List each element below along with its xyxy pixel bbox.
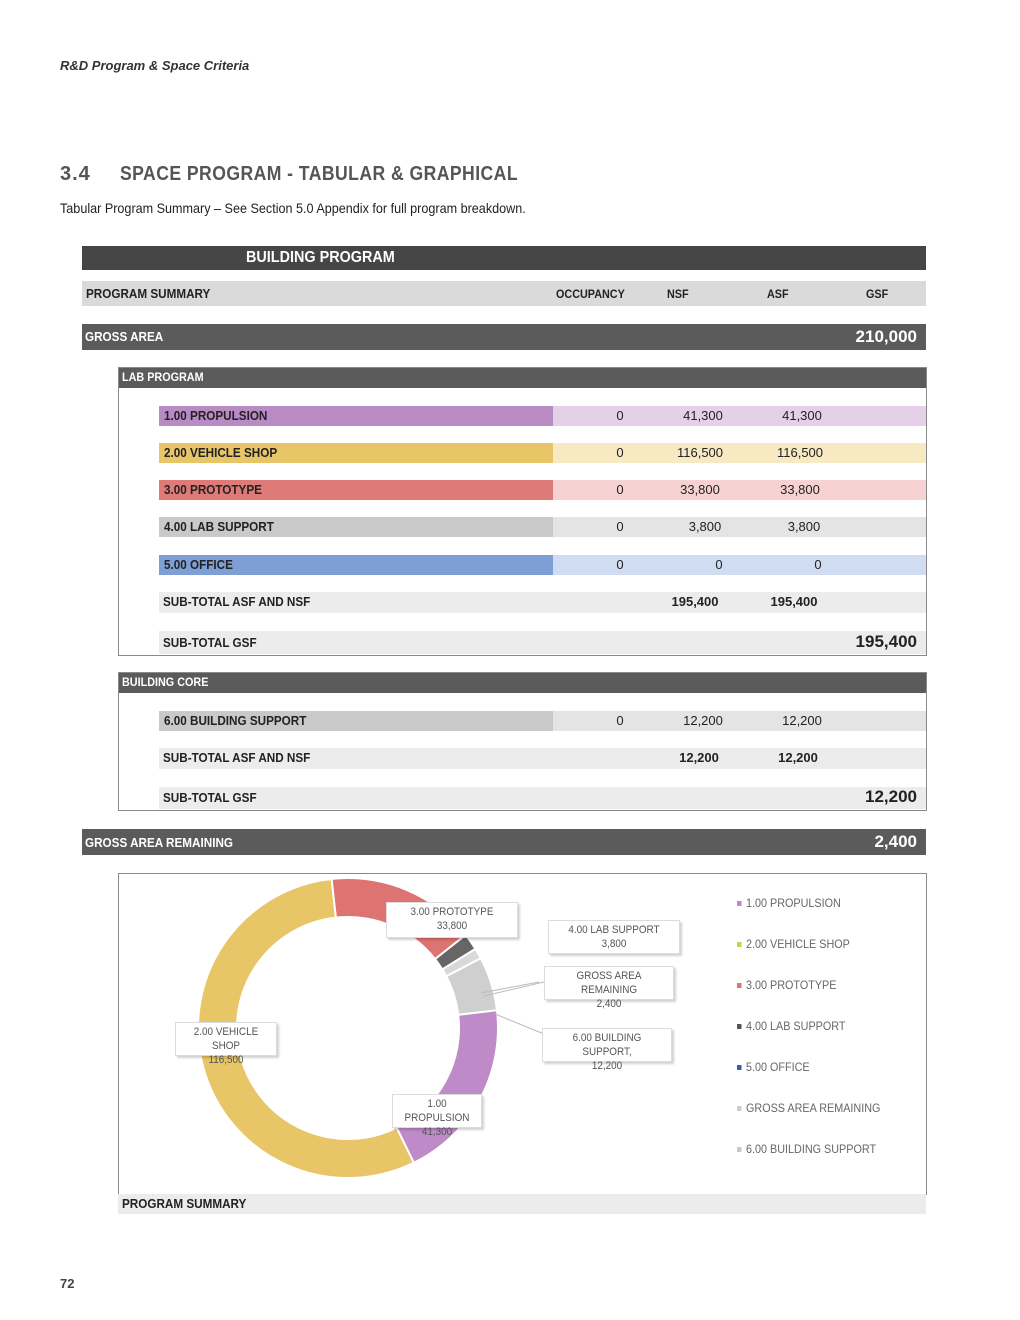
table-row-label xyxy=(159,555,553,575)
core-subtotal-asf-nsf-row xyxy=(159,748,926,769)
gross-area-row xyxy=(82,324,926,350)
callout-lab-support xyxy=(548,920,680,954)
page-number: 72 xyxy=(60,1276,75,1291)
row-name: 5.00 OFFICE xyxy=(164,557,233,572)
legend-item xyxy=(737,1060,810,1074)
table-row-label xyxy=(159,711,553,731)
callout-gross-remaining xyxy=(544,966,674,1010)
legend-label: 1.00 PROPULSION xyxy=(746,896,841,910)
legend-item xyxy=(737,1142,876,1156)
chart-caption: PROGRAM SUMMARY xyxy=(122,1196,247,1211)
row-name: 3.00 PROTOTYPE xyxy=(164,482,262,497)
row-name: 4.00 LAB SUPPORT xyxy=(164,519,274,534)
legend-swatch xyxy=(737,1024,742,1029)
table-row-label xyxy=(159,517,553,537)
row-occupancy: 0 xyxy=(616,408,624,423)
header-gsf: GSF xyxy=(866,287,889,301)
legend-swatch xyxy=(737,1147,742,1152)
gross-area-label: GROSS AREA xyxy=(85,329,164,344)
row-nsf: 41,300 xyxy=(683,408,723,423)
section-number: 3.4 xyxy=(60,163,91,185)
lab-subtotal-gsf-label: SUB-TOTAL GSF xyxy=(163,635,257,650)
legend-swatch xyxy=(737,942,742,947)
gross-area-remaining-label: GROSS AREA REMAINING xyxy=(85,835,233,850)
callout-value: 41,300 xyxy=(421,1126,453,1138)
callout-value: 12,200 xyxy=(591,1060,623,1072)
table-row-label xyxy=(159,406,553,426)
table-header-row xyxy=(82,281,926,306)
legend-label: 6.00 BUILDING SUPPORT xyxy=(746,1142,877,1156)
gross-area-remaining-row xyxy=(82,829,926,855)
callout-prototype xyxy=(386,902,518,938)
core-subtotal-gsf-row xyxy=(159,787,926,809)
row-name: 6.00 BUILDING SUPPORT xyxy=(164,713,307,728)
row-nsf: 116,500 xyxy=(676,445,724,460)
row-occupancy: 0 xyxy=(616,482,624,497)
callout-value: 3,800 xyxy=(601,938,627,950)
chart-legend xyxy=(737,896,917,1166)
leader-line-building-support xyxy=(495,1014,544,1034)
legend-item xyxy=(737,978,836,992)
header-occupancy: OCCUPANCY xyxy=(556,287,625,301)
callout-name: 6.00 BUILDING SUPPORT, xyxy=(572,1032,642,1058)
callout-vehicle-shop xyxy=(175,1022,277,1066)
legend-item xyxy=(737,1101,880,1115)
lab-subtotal-gsf-row xyxy=(159,631,926,654)
legend-swatch xyxy=(737,983,742,988)
row-nsf: 33,800 xyxy=(680,482,720,497)
row-asf: 12,200 xyxy=(782,713,822,728)
row-occupancy: 0 xyxy=(616,713,624,728)
row-nsf: 12,200 xyxy=(683,713,723,728)
table-title-bar xyxy=(82,246,926,270)
callout-value: 116,500 xyxy=(208,1054,244,1066)
section-subtitle: Tabular Program Summary – See Section 5.0 Appendix for full program breakdown. xyxy=(60,200,526,216)
legend-item xyxy=(737,937,850,951)
legend-item xyxy=(737,1019,845,1033)
callout-name: GROSS AREA REMAINING xyxy=(576,970,642,996)
row-occupancy: 0 xyxy=(616,445,624,460)
row-nsf: 0 xyxy=(715,557,723,572)
lab-program-label: LAB PROGRAM xyxy=(122,370,204,384)
lab-subtotal-asf: 195,400 xyxy=(770,594,818,609)
lab-subtotal-asf-nsf-label: SUB-TOTAL ASF AND NSF xyxy=(163,594,311,609)
section-title: SPACE PROGRAM - TABULAR & GRAPHICAL xyxy=(120,163,519,185)
callout-propulsion xyxy=(392,1094,482,1138)
building-core-header xyxy=(119,673,926,693)
legend-swatch xyxy=(737,1065,742,1070)
chart-caption-bar xyxy=(118,1194,926,1214)
running-header: R&D Program & Space Criteria xyxy=(60,58,250,73)
row-name: 1.00 PROPULSION xyxy=(164,408,268,423)
donut-slice-1-00-propulsion xyxy=(397,1010,498,1163)
callout-value: 33,800 xyxy=(436,920,468,932)
header-program-summary: PROGRAM SUMMARY xyxy=(86,286,211,301)
building-core-label: BUILDING CORE xyxy=(122,675,209,689)
legend-swatch xyxy=(737,1106,742,1111)
legend-label: GROSS AREA REMAINING xyxy=(746,1101,881,1115)
legend-label: 2.00 VEHICLE SHOP xyxy=(746,937,850,951)
legend-swatch xyxy=(737,901,742,906)
legend-label: 4.00 LAB SUPPORT xyxy=(746,1019,846,1033)
callout-value: 2,400 xyxy=(596,998,622,1010)
table-row-label xyxy=(159,480,553,500)
callout-name: 3.00 PROTOTYPE xyxy=(410,906,494,918)
callout-name: 2.00 VEHICLE SHOP xyxy=(193,1026,259,1052)
table-row-label xyxy=(159,443,553,463)
row-asf: 41,300 xyxy=(782,408,822,423)
callout-building-support xyxy=(542,1028,672,1072)
table-title: BUILDING PROGRAM xyxy=(246,249,395,266)
row-nsf: 3,800 xyxy=(688,519,722,534)
row-asf: 0 xyxy=(814,557,822,572)
legend-label: 3.00 PROTOTYPE xyxy=(746,978,837,992)
callout-name: 1.00 PROPULSION xyxy=(404,1098,470,1124)
core-subtotal-gsf-label: SUB-TOTAL GSF xyxy=(163,790,257,805)
gross-area-value: 210,000 xyxy=(855,327,917,346)
gross-area-remaining-value: 2,400 xyxy=(874,832,917,851)
core-subtotal-nsf: 12,200 xyxy=(679,750,719,765)
row-asf: 116,500 xyxy=(776,445,824,460)
legend-item xyxy=(737,896,841,910)
lab-subtotal-asf-nsf-row xyxy=(159,592,926,613)
row-occupancy: 0 xyxy=(616,519,624,534)
row-asf: 33,800 xyxy=(780,482,820,497)
core-subtotal-asf-nsf-label: SUB-TOTAL ASF AND NSF xyxy=(163,750,311,765)
core-subtotal-asf: 12,200 xyxy=(778,750,818,765)
legend-label: 5.00 OFFICE xyxy=(746,1060,810,1074)
row-asf: 3,800 xyxy=(787,519,821,534)
callout-name: 4.00 LAB SUPPORT xyxy=(568,924,660,936)
row-name: 2.00 VEHICLE SHOP xyxy=(164,445,278,460)
header-asf: ASF xyxy=(767,287,789,301)
lab-subtotal-nsf: 195,400 xyxy=(671,594,719,609)
lab-subtotal-gsf-value: 195,400 xyxy=(855,632,917,651)
lab-program-header xyxy=(119,368,926,388)
row-occupancy: 0 xyxy=(616,557,624,572)
header-nsf: NSF xyxy=(667,287,689,301)
core-subtotal-gsf-value: 12,200 xyxy=(865,787,917,806)
